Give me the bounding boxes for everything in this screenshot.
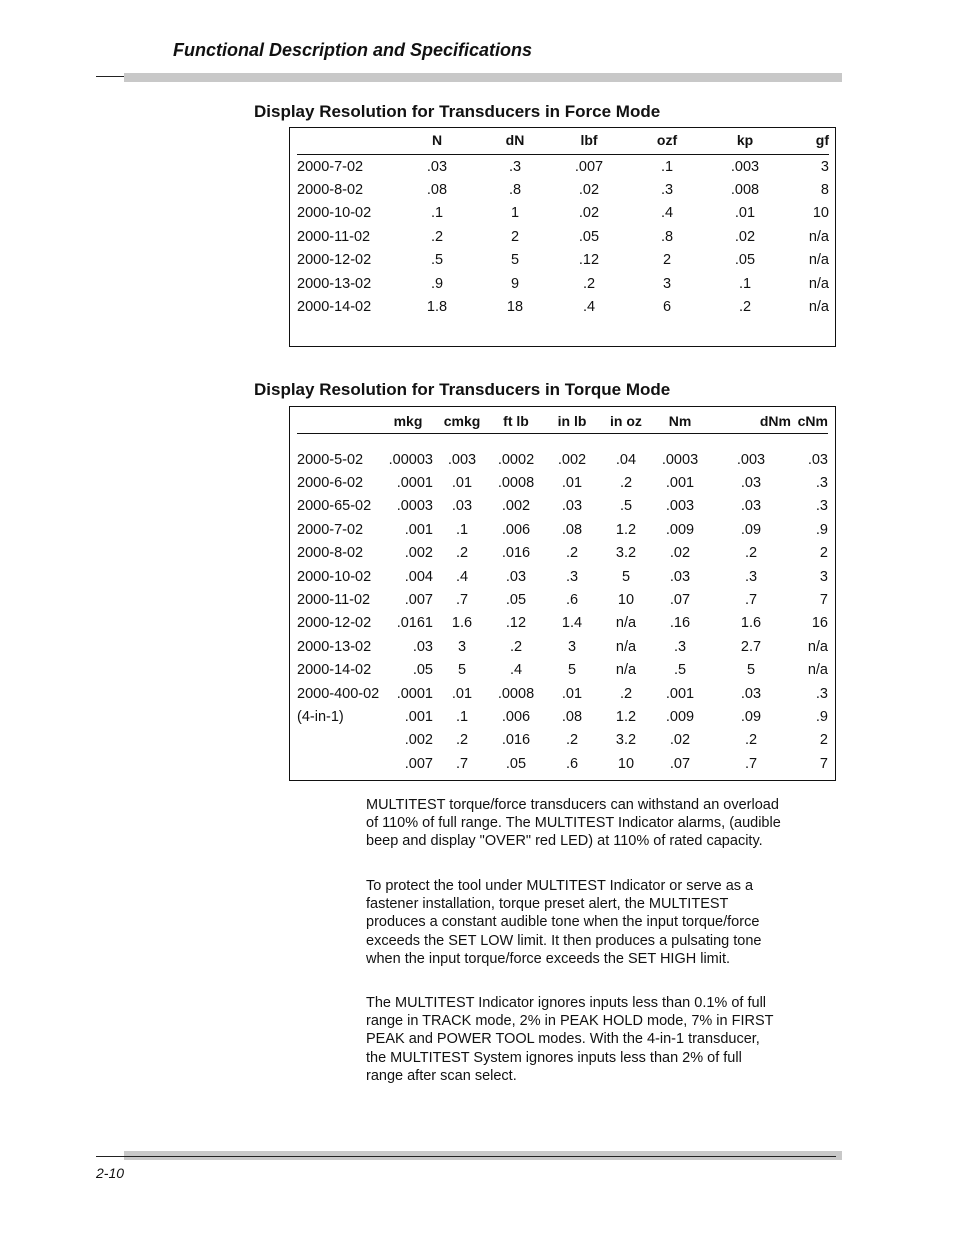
torque-table-row-model: 2000-11-02 xyxy=(297,592,371,609)
torque-table-cell: .5 xyxy=(673,662,687,679)
force-table-cell: .008 xyxy=(730,182,760,199)
force-table-row xyxy=(297,155,829,179)
torque-table-cell: .2 xyxy=(744,545,758,562)
force-table-row xyxy=(297,295,829,318)
force-table-row-model: 2000-11-02 xyxy=(297,228,371,245)
torque-table-cell: .12 xyxy=(505,615,527,632)
torque-table-cell: .002 xyxy=(557,451,587,468)
torque-table-cell: .001 xyxy=(665,685,695,702)
paragraph-line: fastener installation, torque preset alert, the MULTITEST xyxy=(366,896,729,913)
torque-table-cell: .002 xyxy=(404,732,433,749)
torque-table-cell: .0161 xyxy=(396,615,433,632)
torque-table-cell: .6 xyxy=(565,755,579,772)
torque-table-cell: .08 xyxy=(561,521,583,538)
torque-table-cell: .0002 xyxy=(497,451,535,468)
torque-table-cell: .9 xyxy=(815,521,828,538)
page-header-title: Functional Description and Specifications xyxy=(173,40,533,60)
torque-col-header: in oz xyxy=(603,413,649,434)
torque-table-row xyxy=(297,518,828,541)
torque-table-cell: .2 xyxy=(619,475,633,492)
torque-col-header: cNm xyxy=(791,413,828,434)
torque-table-cell: .0008 xyxy=(497,475,535,492)
torque-col-header: Nm xyxy=(649,413,711,434)
torque-table-cell: 10 xyxy=(617,755,635,772)
torque-table-cell: .009 xyxy=(665,708,695,725)
torque-table-cell: .016 xyxy=(501,545,531,562)
force-col-header: lbf xyxy=(563,132,615,155)
torque-table-cell: .006 xyxy=(501,708,531,725)
torque-table-cell: .03 xyxy=(740,475,762,492)
torque-table-cell: .2 xyxy=(565,732,579,749)
paragraph-line: To protect the tool under MULTITEST Indicator or serve as a xyxy=(366,878,754,894)
paragraph-line: of 110% of full range. The MULTITEST Indicator alarms, (audible xyxy=(366,815,781,832)
paragraph-line: The MULTITEST Indicator ignores inputs less than 0.1% of full xyxy=(366,995,767,1011)
force-table-cell: 2 xyxy=(510,228,520,245)
paragraph-input-threshold xyxy=(366,994,856,1085)
paragraph-line: range in TRACK mode, 2% in PEAK HOLD mode, 7% in FIRST xyxy=(366,1013,774,1030)
torque-table-cell: .3 xyxy=(815,685,828,702)
force-table-cell: 18 xyxy=(506,299,524,316)
torque-table-row-model xyxy=(297,752,383,775)
torque-table-cell: .3 xyxy=(673,638,687,655)
force-table-cell: .8 xyxy=(660,228,674,245)
torque-table-cell: .03 xyxy=(740,498,762,515)
torque-table-cell: .09 xyxy=(740,708,762,725)
torque-table-cell: .2 xyxy=(455,545,469,562)
paragraph-preset-alert xyxy=(366,877,856,968)
torque-table-cell: .2 xyxy=(565,545,579,562)
torque-table-cell: 1.6 xyxy=(740,615,762,632)
torque-table-cell: .007 xyxy=(404,592,433,609)
torque-table-cell: .01 xyxy=(451,475,473,492)
torque-table-cell: .001 xyxy=(404,521,433,538)
torque-table-cell: .03 xyxy=(669,568,691,585)
torque-table-row xyxy=(297,729,828,752)
torque-table-row-model: 2000-8-02 xyxy=(297,545,364,562)
torque-resolution-table xyxy=(297,413,828,775)
force-table-cell: .02 xyxy=(734,228,756,245)
torque-table-cell: 2.7 xyxy=(740,638,762,655)
torque-table-cell: .001 xyxy=(665,475,695,492)
torque-table-cell: .9 xyxy=(815,708,828,725)
torque-col-header: dNm xyxy=(711,413,791,434)
force-table-header-row xyxy=(297,132,829,155)
force-table-cell: .3 xyxy=(660,182,674,199)
force-table-row-model: 2000-14-02 xyxy=(297,299,372,316)
force-table-cell: .8 xyxy=(508,182,522,199)
force-table-cell: .05 xyxy=(578,228,600,245)
force-table-cell: .03 xyxy=(426,158,448,175)
torque-table-cell: .03 xyxy=(505,568,527,585)
torque-table-cell: .3 xyxy=(815,475,828,492)
torque-table-cell: n/a xyxy=(807,638,828,655)
force-col-header: gf xyxy=(771,132,829,155)
torque-table-cell: .7 xyxy=(455,755,469,772)
torque-table-cell: .7 xyxy=(744,755,758,772)
torque-table-cell: 3 xyxy=(567,638,577,655)
torque-table-cell: 3.2 xyxy=(615,732,637,749)
torque-table-cell: .2 xyxy=(455,732,469,749)
force-table-row-model: 2000-12-02 xyxy=(297,252,372,269)
force-col-header: kp xyxy=(719,132,771,155)
torque-table-cell: 1.2 xyxy=(615,708,637,725)
torque-table-row xyxy=(297,448,828,471)
torque-table-cell: .4 xyxy=(455,568,469,585)
torque-table-cell: 5 xyxy=(457,662,467,679)
force-table-cell: 6 xyxy=(662,299,672,316)
torque-table-row-model: 2000-10-02 xyxy=(297,568,372,585)
torque-table-cell: .3 xyxy=(565,568,579,585)
spacer-cell xyxy=(297,434,828,449)
torque-table-cell: 1.6 xyxy=(451,615,473,632)
force-table-row-model: 2000-13-02 xyxy=(297,275,372,292)
torque-table-cell: .05 xyxy=(412,662,433,679)
paragraph-line: the MULTITEST System ignores inputs less than 2% of full xyxy=(366,1049,742,1066)
torque-table-row-model: (4-in-1) xyxy=(297,708,344,725)
torque-table-row xyxy=(297,565,828,588)
force-col-header xyxy=(297,132,407,155)
force-table-row xyxy=(297,225,829,248)
torque-col-header: ft lb xyxy=(491,413,541,434)
torque-table-cell: .07 xyxy=(669,755,691,772)
torque-table-cell: .2 xyxy=(744,732,758,749)
force-table-cell: .003 xyxy=(730,158,760,175)
page-number: 2-10 xyxy=(96,1165,125,1181)
paragraph-line: MULTITEST torque/force transducers can withstand an overload xyxy=(366,797,779,813)
torque-table-cell: .006 xyxy=(501,521,531,538)
torque-table-cell: 3 xyxy=(457,638,467,655)
torque-table-cell: .16 xyxy=(669,615,691,632)
force-table-cell: .05 xyxy=(734,252,756,269)
torque-table-row-model: 2000-13-02 xyxy=(297,638,372,655)
torque-table-cell: .02 xyxy=(669,545,691,562)
torque-table-cell: .0003 xyxy=(661,451,699,468)
force-table-cell: 1 xyxy=(510,205,520,222)
torque-table-row-model: 2000-400-02 xyxy=(297,685,380,702)
torque-table-row xyxy=(297,705,828,728)
torque-table-cell: 16 xyxy=(811,615,828,632)
torque-table-cell: .09 xyxy=(740,521,762,538)
torque-table-cell: .1 xyxy=(455,521,469,538)
torque-table-row xyxy=(297,659,828,682)
torque-table-cell: .04 xyxy=(615,451,637,468)
force-table-cell: 9 xyxy=(510,275,520,292)
torque-table-cell: .003 xyxy=(665,498,695,515)
torque-table-row-model: 2000-65-02 xyxy=(297,498,372,515)
paragraph-line: produces a constant audible tone when the input torque/force xyxy=(366,914,760,931)
torque-table-cell: .07 xyxy=(669,592,691,609)
torque-table-cell: 2 xyxy=(819,732,828,749)
torque-table-cell: .03 xyxy=(451,498,473,515)
torque-section-title: Display Resolution for Transducers in Torque Mode xyxy=(254,380,671,399)
torque-table-cell: .02 xyxy=(669,732,691,749)
force-table-row xyxy=(297,272,829,295)
torque-table-cell: .002 xyxy=(501,498,531,515)
force-table-cell: .2 xyxy=(582,275,596,292)
force-table-cell: n/a xyxy=(808,252,829,269)
torque-table-cell: .016 xyxy=(501,732,531,749)
torque-table-row-model: 2000-14-02 xyxy=(297,662,372,679)
torque-table-row-model: 2000-12-02 xyxy=(297,615,372,632)
torque-table-row-model: 2000-5-02 xyxy=(297,451,364,468)
paragraph-line: when the input torque/force exceeds the SET HIGH limit. xyxy=(366,950,731,967)
torque-col-header: cmkg xyxy=(433,413,491,434)
torque-col-header xyxy=(297,413,383,434)
force-table-row-model: 2000-7-02 xyxy=(297,158,364,175)
torque-table-cell: .03 xyxy=(561,498,583,515)
force-table-row xyxy=(297,178,829,201)
torque-table-cell: n/a xyxy=(615,615,637,632)
force-table-cell: 1.8 xyxy=(426,299,448,316)
torque-table-cell: 1.2 xyxy=(615,521,637,538)
torque-table-cell: .6 xyxy=(565,592,579,609)
torque-table-cell: .01 xyxy=(561,685,583,702)
force-table-row xyxy=(297,249,829,272)
torque-table-cell: .05 xyxy=(505,755,527,772)
torque-table-cell: 3.2 xyxy=(615,545,637,562)
torque-table-cell: .4 xyxy=(509,662,523,679)
force-table-row-model: 2000-8-02 xyxy=(297,182,364,199)
force-table-cell: .02 xyxy=(578,182,600,199)
torque-table-row xyxy=(297,682,828,705)
torque-table-cell: .0001 xyxy=(396,685,433,702)
torque-table-cell: .003 xyxy=(736,451,766,468)
torque-table-cell: 1.4 xyxy=(561,615,583,632)
force-table-cell: .1 xyxy=(738,275,752,292)
torque-table-row-model: 2000-7-02 xyxy=(297,521,364,538)
torque-table-cell: .03 xyxy=(807,451,828,468)
torque-table-cell: .004 xyxy=(404,568,433,585)
torque-table-cell: .3 xyxy=(744,568,758,585)
force-table-cell: n/a xyxy=(808,228,829,245)
force-table-cell: n/a xyxy=(808,299,829,316)
force-resolution-table xyxy=(297,132,829,319)
torque-table-row xyxy=(297,542,828,565)
force-table-cell: .01 xyxy=(734,205,756,222)
force-table-box xyxy=(289,127,836,347)
torque-table-row xyxy=(297,471,828,494)
force-table-cell: .007 xyxy=(574,158,604,175)
force-table-cell: 3 xyxy=(662,275,672,292)
paragraph-overload xyxy=(366,796,856,851)
header-rule-bar xyxy=(124,73,842,82)
torque-table-cell: n/a xyxy=(615,662,637,679)
torque-table-cell: .001 xyxy=(404,708,433,725)
torque-table-cell: .0001 xyxy=(396,475,433,492)
torque-table-cell: .002 xyxy=(404,545,433,562)
paragraph-line: PEAK and POWER TOOL modes. With the 4-in-1 transducer, xyxy=(366,1031,760,1048)
force-table-cell: .2 xyxy=(430,228,444,245)
torque-table-cell: 5 xyxy=(567,662,577,679)
torque-table-header-row xyxy=(297,413,828,434)
force-table-cell: 2 xyxy=(662,252,672,269)
force-table-cell: n/a xyxy=(808,275,829,292)
torque-table-cell: 5 xyxy=(746,662,756,679)
force-table-cell: .5 xyxy=(430,252,444,269)
torque-table-cell: .1 xyxy=(455,708,469,725)
torque-table-cell: .01 xyxy=(561,475,583,492)
force-table-cell: 8 xyxy=(820,182,829,199)
torque-table-row-model xyxy=(297,729,383,752)
torque-table-cell: 3 xyxy=(819,568,828,585)
force-table-cell: .2 xyxy=(738,299,752,316)
torque-table-cell: .2 xyxy=(619,685,633,702)
force-table-cell: .3 xyxy=(508,158,522,175)
torque-col-header: in lb xyxy=(541,413,603,434)
force-table-cell: .4 xyxy=(582,299,596,316)
force-table-cell: .1 xyxy=(430,205,444,222)
force-table-cell: .02 xyxy=(578,205,600,222)
torque-table-row-model: 2000-6-02 xyxy=(297,475,364,492)
torque-table-cell: 7 xyxy=(819,592,828,609)
torque-table-cell: 7 xyxy=(819,755,828,772)
torque-table-cell: .3 xyxy=(815,498,828,515)
torque-table-cell: .03 xyxy=(740,685,762,702)
torque-table-cell: 2 xyxy=(819,545,828,562)
paragraph-line: beep and display "OVER" red LED) at 110% of rated capacity. xyxy=(366,833,763,850)
force-table-cell: .4 xyxy=(660,205,674,222)
force-table-row-model: 2000-10-02 xyxy=(297,205,372,222)
torque-table-cell: .01 xyxy=(451,685,473,702)
force-table-cell: 5 xyxy=(510,252,520,269)
torque-table-cell: 5 xyxy=(621,568,631,585)
torque-table-cell: .5 xyxy=(619,498,633,515)
paragraph-line: range after scan select. xyxy=(366,1067,517,1084)
force-col-header: ozf xyxy=(615,132,719,155)
torque-table-spacer xyxy=(297,434,828,449)
force-section-title: Display Resolution for Transducers in Force Mode xyxy=(254,102,661,121)
force-col-header: N xyxy=(407,132,467,155)
torque-table-cell: n/a xyxy=(615,638,637,655)
torque-table-cell: .08 xyxy=(561,708,583,725)
torque-table-cell: .0003 xyxy=(396,498,433,515)
torque-table-cell: 10 xyxy=(617,592,635,609)
force-table-cell: .08 xyxy=(426,182,448,199)
torque-table-cell: .2 xyxy=(509,638,523,655)
torque-table-cell: n/a xyxy=(807,662,828,679)
torque-table-row xyxy=(297,635,828,658)
torque-table-cell: .007 xyxy=(404,755,433,772)
torque-col-header: mkg xyxy=(383,413,433,434)
force-col-header: dN xyxy=(467,132,563,155)
torque-table-row xyxy=(297,752,828,775)
torque-table-row xyxy=(297,495,828,518)
torque-table-cell: .009 xyxy=(665,521,695,538)
force-table-cell: .1 xyxy=(660,158,674,175)
torque-table-row xyxy=(297,612,828,635)
paragraph-line: exceeds the SET LOW limit. It then produces a pulsating tone xyxy=(366,932,762,949)
force-table-cell: .9 xyxy=(430,275,444,292)
torque-table-cell: .00003 xyxy=(388,451,433,468)
torque-table-cell: .05 xyxy=(505,592,527,609)
force-table-cell: 3 xyxy=(820,158,829,175)
torque-table-cell: .7 xyxy=(744,592,758,609)
force-table-row xyxy=(297,202,829,225)
torque-table-cell: .7 xyxy=(455,592,469,609)
torque-table-cell: .03 xyxy=(412,638,433,655)
torque-table-cell: .0008 xyxy=(497,685,535,702)
force-table-cell: .12 xyxy=(578,252,600,269)
force-table-cell: 10 xyxy=(812,205,829,222)
torque-table-cell: .003 xyxy=(447,451,477,468)
torque-table-box xyxy=(289,406,836,781)
footer-rule-line xyxy=(96,1156,836,1157)
torque-table-row xyxy=(297,588,828,611)
